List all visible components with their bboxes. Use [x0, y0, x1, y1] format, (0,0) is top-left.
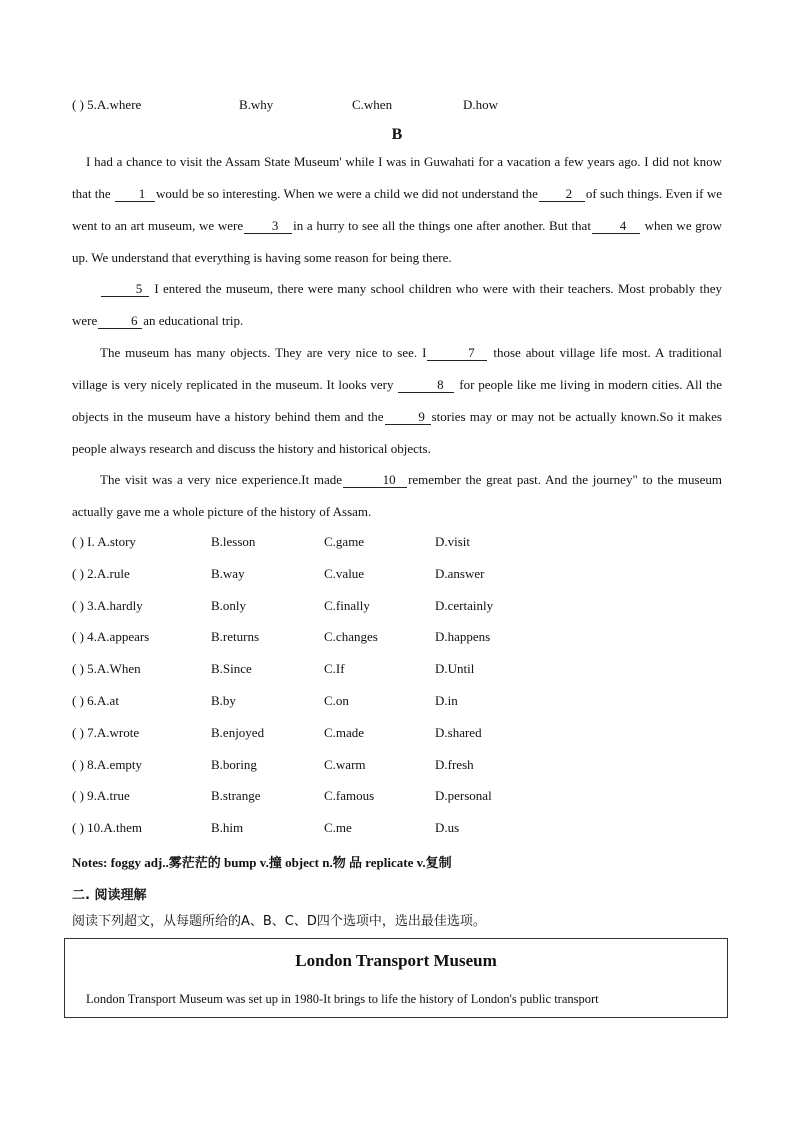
- passage-text: stories may or may not be actually known.So it makes people always research and discuss the history and historical objects.: [72, 409, 722, 456]
- passage-text: for people like me living in modern cities. All the objects in the museum have a history behind them and the: [72, 377, 722, 424]
- question-number: ( ) 2.A.rule: [72, 565, 130, 581]
- passage-text: I entered the museum, there were many school children who were with their teachers. Most probably they were: [72, 281, 722, 328]
- option-c: C.famous: [324, 788, 375, 804]
- passage-text: The visit was a very nice experience.It made: [100, 472, 343, 487]
- question-number: ( ) 5.A.When: [72, 661, 141, 677]
- passage-text: would be so interesting. When we were a child we did not understand the: [156, 186, 538, 201]
- option-d: D.in: [435, 692, 458, 708]
- blank-1: 1: [115, 186, 155, 202]
- passage-text: The museum has many objects. They are very nice to see. I: [100, 345, 427, 360]
- option-b: B.why: [239, 97, 274, 112]
- passage-paragraph-4: [72, 464, 722, 528]
- blank-8: 8: [398, 377, 454, 393]
- option-row: [72, 693, 572, 725]
- option-d: D.how: [463, 97, 499, 112]
- option-b: B.returns: [211, 629, 260, 645]
- blank-10: 10: [343, 472, 407, 488]
- option-row: [72, 661, 572, 693]
- option-b: B.lesson: [211, 534, 256, 549]
- blank-6: 6: [98, 313, 142, 329]
- option-b: B.boring: [211, 756, 257, 772]
- option-d: D.fresh: [435, 756, 474, 772]
- reading-title: London Transport Museum: [295, 951, 497, 970]
- options-list: [72, 534, 572, 852]
- blank-9: 9: [385, 409, 431, 425]
- question-number: ( ) 4.A.appears: [72, 629, 150, 645]
- option-c: C.If: [324, 661, 345, 677]
- option-d: D.Until: [435, 661, 475, 677]
- passage-text: I had a chance to visit the Assam State Museum' while I was in Guwahati for a vacation a few years ago. I did not know that the: [72, 154, 722, 201]
- passage-text: an educational trip.: [143, 313, 244, 328]
- option-c: C.finally: [324, 597, 370, 613]
- option-b: B.enjoyed: [211, 724, 265, 740]
- reading-text: London Transport Museum was set up in 1980-It brings to life the history of London's public transport: [86, 992, 599, 1006]
- option-b: B.him: [211, 820, 244, 836]
- passage-text: in a hurry to see all the things one after another. But that: [293, 218, 591, 233]
- option-b: B.Since: [211, 661, 252, 677]
- reading-passage-box: [64, 938, 728, 1018]
- passage-paragraph-2: [72, 273, 722, 337]
- part-2-heading: 二. 阅读理解: [72, 888, 147, 903]
- option-row: [72, 788, 572, 820]
- option-c: C.value: [324, 565, 365, 581]
- option-c: C.changes: [324, 629, 378, 645]
- option-c: C.made: [324, 724, 365, 740]
- option-c: C.game: [324, 534, 365, 549]
- option-d: D.us: [435, 820, 460, 836]
- option-row: [72, 629, 572, 661]
- option-d: D.certainly: [435, 597, 494, 613]
- passage-text: of such things. Even if we went to an art museum, we were: [72, 186, 722, 233]
- option-c: C.on: [324, 692, 349, 708]
- blank-2: 2: [539, 186, 585, 202]
- vocabulary-notes: Notes: foggy adj..雾茫茫的 bump v.撞 object n.物 品 replicate v.复制: [72, 855, 452, 870]
- option-d: D.personal: [435, 788, 492, 804]
- question-number: ( ) 9.A.true: [72, 788, 130, 804]
- option-d: D.answer: [435, 565, 485, 581]
- option-d: D.happens: [435, 629, 491, 645]
- question-number: ( ) 5.A.where: [72, 97, 142, 112]
- option-row: [72, 566, 572, 598]
- blank-7: 7: [427, 345, 487, 361]
- option-b: B.only: [211, 597, 247, 613]
- option-c: C.when: [352, 97, 393, 112]
- option-c: C.warm: [324, 756, 366, 772]
- blank-3: 3: [244, 218, 292, 234]
- passage-text: those about village life most. A traditional village is very nicely replicated in the museum. It looks very: [72, 345, 723, 392]
- part-2-instruction: 阅读下列超文，从每题所给的A、B、C、D四个选项中，选出最佳选项。: [72, 914, 486, 929]
- option-row: [72, 820, 572, 852]
- blank-4: 4: [592, 218, 640, 234]
- passage-paragraph-3: [72, 337, 722, 465]
- question-number: ( ) 3.A.hardly: [72, 597, 143, 613]
- question-number: ( ) I. A.story: [72, 534, 136, 549]
- section-b-title: B: [391, 126, 403, 143]
- option-row: [72, 725, 572, 757]
- option-b: B.by: [211, 692, 236, 708]
- option-b: B.strange: [211, 788, 261, 804]
- passage-text: remember the great past. And the journey" to the museum actually gave me a whole picture of the history of Assam.: [72, 472, 722, 519]
- option-d: D.visit: [435, 534, 471, 549]
- option-b: B.way: [211, 565, 245, 581]
- option-c: C.me: [324, 820, 352, 836]
- passage-text: when we grow up. We understand that everything is having some reason for being there.: [72, 218, 722, 265]
- option-row: [72, 598, 572, 630]
- question-number: ( ) 10.A.them: [72, 820, 143, 836]
- option-d: D.shared: [435, 724, 482, 740]
- option-row: [72, 534, 572, 566]
- question-number: ( ) 7.A.wrote: [72, 724, 140, 740]
- question-number: ( ) 6.A.at: [72, 692, 119, 708]
- question-number: ( ) 8.A.empty: [72, 756, 143, 772]
- option-row: [72, 757, 572, 789]
- blank-5: 5: [101, 281, 149, 297]
- passage-paragraph-1: [72, 146, 722, 274]
